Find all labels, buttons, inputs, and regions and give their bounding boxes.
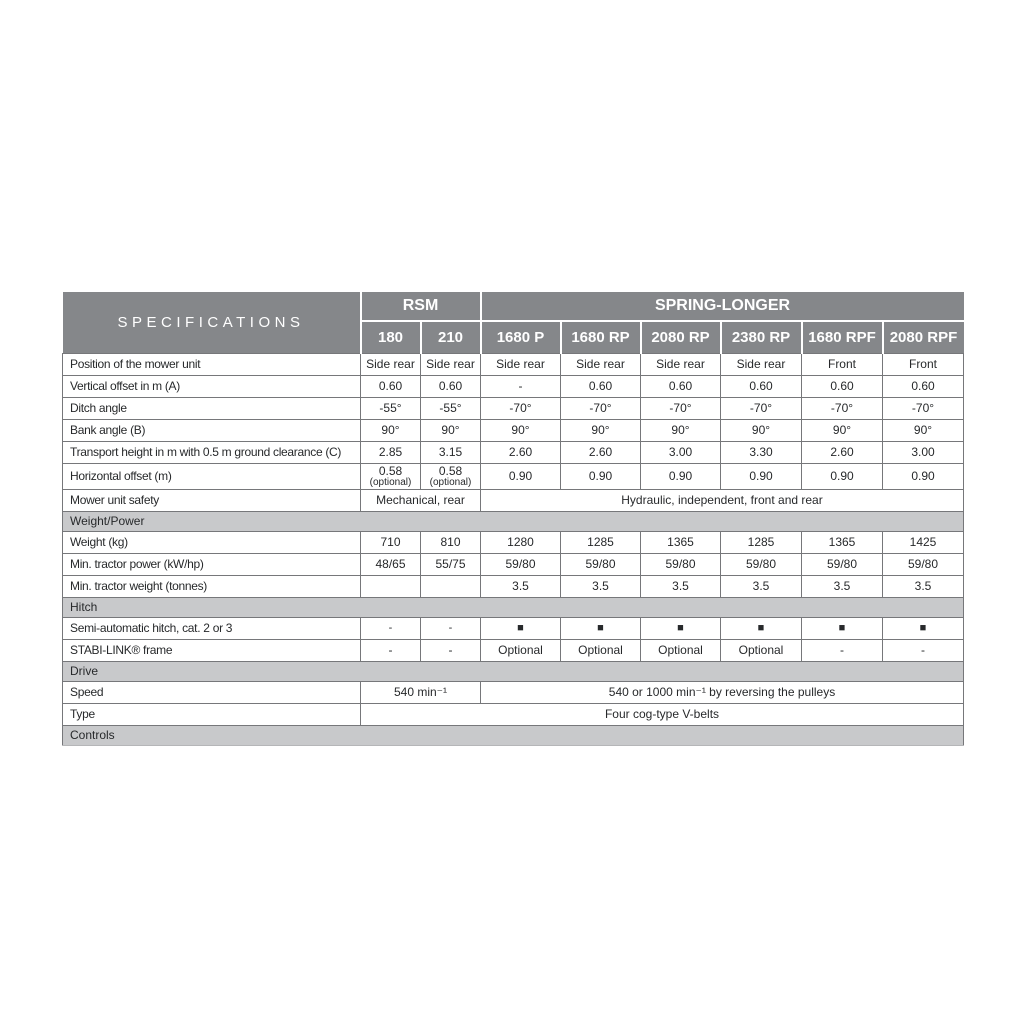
cell: Side rear [721, 354, 802, 376]
cell-full-span: Four cog-type V-belts [361, 704, 964, 726]
cell: 3.00 [883, 442, 964, 464]
section-row-controls [63, 726, 964, 746]
row-label: Weight (kg) [63, 532, 361, 554]
cell: -55° [361, 398, 421, 420]
cell: 810 [421, 532, 481, 554]
cell: 0.60 [561, 376, 641, 398]
cell: 0.60 [721, 376, 802, 398]
cell: 1280 [481, 532, 561, 554]
cell: ■ [641, 618, 721, 640]
cell: 0.90 [641, 464, 721, 490]
cell-spring-span: 540 or 1000 min⁻¹ by reversing the pulleys [481, 682, 964, 704]
cell: 0.90 [802, 464, 883, 490]
cell: 90° [641, 420, 721, 442]
cell: 59/80 [481, 554, 561, 576]
cell-spring-span: Hydraulic, independent, front and rear [481, 490, 964, 512]
model-header-2380rp: 2380 RP [721, 321, 802, 354]
row-label: Ditch angle [63, 398, 361, 420]
cell: 59/80 [641, 554, 721, 576]
cell: 0.90 [883, 464, 964, 490]
row-label: Min. tractor weight (tonnes) [63, 576, 361, 598]
cell: Optional [561, 640, 641, 662]
row-label: Type [63, 704, 361, 726]
model-header-210: 210 [421, 321, 481, 354]
section-label: Hitch [63, 598, 964, 618]
cell: - [421, 618, 481, 640]
table-row-mower-safety [63, 490, 964, 512]
cell: ■ [802, 618, 883, 640]
specifications-table [62, 292, 964, 746]
cell: 0.90 [481, 464, 561, 490]
table-row-position [63, 354, 964, 376]
cell: 3.30 [721, 442, 802, 464]
table-row-horizontal-offset [63, 464, 964, 490]
cell: ■ [883, 618, 964, 640]
table-row-tractor-power [63, 554, 964, 576]
cell: 59/80 [561, 554, 641, 576]
model-header-2080rp: 2080 RP [641, 321, 721, 354]
cell: 2.85 [361, 442, 421, 464]
cell: 3.15 [421, 442, 481, 464]
cell-rsm-span: Mechanical, rear [361, 490, 481, 512]
model-header-1680rpf: 1680 RPF [802, 321, 883, 354]
table-row-vertical-offset [63, 376, 964, 398]
cell: -70° [641, 398, 721, 420]
model-header-2080rpf: 2080 RPF [883, 321, 964, 354]
cell: 1365 [641, 532, 721, 554]
cell: -70° [721, 398, 802, 420]
cell: 59/80 [883, 554, 964, 576]
cell: 3.5 [561, 576, 641, 598]
cell: Front [883, 354, 964, 376]
cell: 2.60 [561, 442, 641, 464]
table-row-stabi-link [63, 640, 964, 662]
cell: Side rear [561, 354, 641, 376]
row-label: Semi-automatic hitch, cat. 2 or 3 [63, 618, 361, 640]
cell: 3.00 [641, 442, 721, 464]
cell-note: (optional) [369, 477, 412, 488]
model-header-1680rp: 1680 RP [561, 321, 641, 354]
cell: Front [802, 354, 883, 376]
cell: 59/80 [721, 554, 802, 576]
cell: Side rear [481, 354, 561, 376]
cell: 48/65 [361, 554, 421, 576]
row-label: Speed [63, 682, 361, 704]
cell: Optional [641, 640, 721, 662]
cell: 3.5 [481, 576, 561, 598]
section-label: Weight/Power [63, 512, 964, 532]
cell: -70° [802, 398, 883, 420]
cell: 0.90 [721, 464, 802, 490]
row-label: Mower unit safety [63, 490, 361, 512]
cell: 90° [561, 420, 641, 442]
cell-value: 0.58 [438, 464, 463, 478]
cell: 3.5 [883, 576, 964, 598]
cell: 3.5 [802, 576, 883, 598]
cell: 3.5 [721, 576, 802, 598]
cell: Optional [481, 640, 561, 662]
table-row-ditch-angle [63, 398, 964, 420]
table-row-type [63, 704, 964, 726]
table-row-weight [63, 532, 964, 554]
cell: ■ [561, 618, 641, 640]
cell: 0.60 [361, 376, 421, 398]
cell: -70° [561, 398, 641, 420]
cell: 90° [883, 420, 964, 442]
cell [421, 464, 481, 490]
table-title: SPECIFICATIONS [63, 292, 361, 354]
cell: - [421, 640, 481, 662]
row-label: Bank angle (B) [63, 420, 361, 442]
cell: - [883, 640, 964, 662]
header-row-groups [63, 292, 964, 321]
group-header-spring-longer: SPRING-LONGER [481, 292, 964, 321]
section-label: Controls [63, 726, 964, 746]
table-row-bank-angle [63, 420, 964, 442]
cell: Optional [721, 640, 802, 662]
cell: Side rear [421, 354, 481, 376]
cell: 0.90 [561, 464, 641, 490]
table-row-semi-hitch [63, 618, 964, 640]
cell: 0.60 [641, 376, 721, 398]
cell: ■ [721, 618, 802, 640]
group-header-rsm: RSM [361, 292, 481, 321]
cell: 59/80 [802, 554, 883, 576]
cell: 1365 [802, 532, 883, 554]
cell: 55/75 [421, 554, 481, 576]
cell-note: (optional) [429, 477, 472, 488]
table-row-speed [63, 682, 964, 704]
cell: 90° [421, 420, 481, 442]
row-label: Transport height in m with 0.5 m ground clearance (C) [63, 442, 361, 464]
cell: 0.60 [802, 376, 883, 398]
cell: -70° [883, 398, 964, 420]
cell: -70° [481, 398, 561, 420]
cell: - [802, 640, 883, 662]
row-label: Vertical offset in m (A) [63, 376, 361, 398]
row-label: Min. tractor power (kW/hp) [63, 554, 361, 576]
cell: - [361, 618, 421, 640]
model-header-180: 180 [361, 321, 421, 354]
cell: 1285 [561, 532, 641, 554]
cell: 1425 [883, 532, 964, 554]
cell [361, 464, 421, 490]
cell: - [481, 376, 561, 398]
model-header-1680p: 1680 P [481, 321, 561, 354]
row-label: Horizontal offset (m) [63, 464, 361, 490]
table-row-tractor-weight [63, 576, 964, 598]
cell: 1285 [721, 532, 802, 554]
row-label: STABI-LINK® frame [63, 640, 361, 662]
cell: 0.60 [421, 376, 481, 398]
cell: Side rear [361, 354, 421, 376]
cell: Side rear [641, 354, 721, 376]
cell-rsm-span: 540 min⁻¹ [361, 682, 481, 704]
section-row-weight-power [63, 512, 964, 532]
cell [421, 576, 481, 598]
cell: 2.60 [802, 442, 883, 464]
cell: 3.5 [641, 576, 721, 598]
cell: 90° [361, 420, 421, 442]
cell [361, 576, 421, 598]
section-row-hitch [63, 598, 964, 618]
cell: 90° [721, 420, 802, 442]
cell: ■ [481, 618, 561, 640]
cell: 0.60 [883, 376, 964, 398]
cell: 2.60 [481, 442, 561, 464]
section-label: Drive [63, 662, 964, 682]
cell: 90° [481, 420, 561, 442]
cell: -55° [421, 398, 481, 420]
table-row-transport-height [63, 442, 964, 464]
section-row-drive [63, 662, 964, 682]
cell-value: 0.58 [378, 464, 403, 478]
cell: 90° [802, 420, 883, 442]
cell: 710 [361, 532, 421, 554]
cell: - [361, 640, 421, 662]
row-label: Position of the mower unit [63, 354, 361, 376]
